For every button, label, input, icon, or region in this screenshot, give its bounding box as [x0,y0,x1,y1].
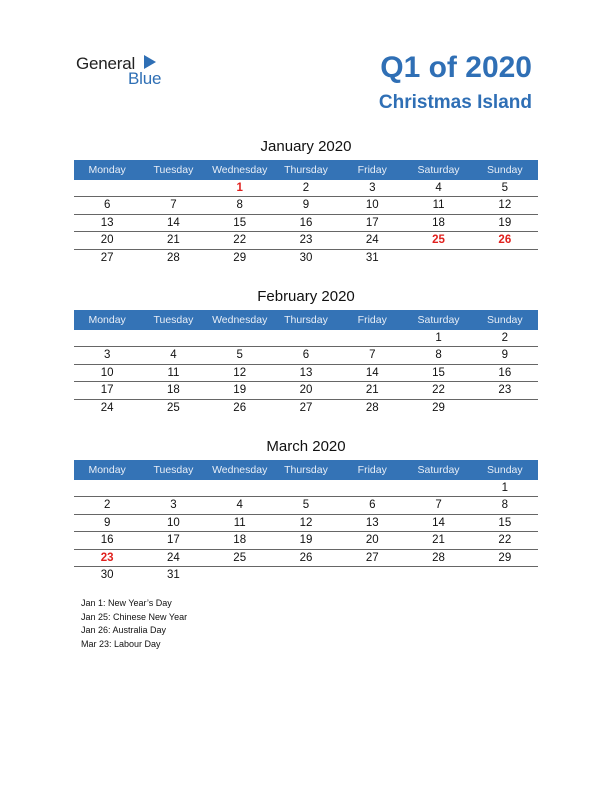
day-cell: 28 [432,551,445,564]
week-row [74,567,538,584]
weekday-label: Friday [357,314,387,326]
week-row [74,532,538,549]
day-cell: 19 [299,534,313,547]
day-cell: 1 [501,482,509,494]
weekday-label: Tuesday [153,314,194,326]
day-cell: 11 [167,366,180,379]
day-cell: 15 [498,516,512,529]
weekday-label: Sunday [487,164,523,176]
day-cell: 15 [233,216,247,229]
day-cell [273,330,339,346]
holiday-note: Mar 23: Labour Day [81,638,161,649]
day-cell: 24 [167,551,180,564]
weekday-label: Tuesday [153,164,194,176]
weekday-label: Thursday [284,464,328,476]
day-cell: 9 [501,349,509,362]
week-row [74,382,538,399]
day-cell: 9 [302,199,310,212]
weekday-label: Wednesday [212,464,268,476]
day-cell: 21 [365,384,379,397]
day-cell: 23 [299,234,313,247]
day-cell [74,330,140,346]
day-cell [405,567,471,584]
day-cell: 5 [302,499,310,512]
day-cell: 12 [233,366,247,379]
week-row [74,515,538,532]
day-cell: 8 [435,349,442,362]
day-cell [207,567,273,584]
day-cell: 29 [498,551,512,564]
day-cell: 13 [100,216,114,229]
day-cell: 15 [432,366,445,379]
day-cell: 22 [498,534,512,547]
day-cell: 2 [501,332,509,344]
day-cell: 4 [170,349,177,362]
day-cell: 7 [170,199,177,212]
generalblue-logo [76,54,176,88]
day-cell: 11 [432,199,445,212]
logo-text-general: General [76,54,136,73]
day-cell [74,480,140,496]
logo-flag-icon [144,55,156,69]
day-cell: 22 [233,234,247,247]
weekday-header [74,160,538,180]
day-cell: 14 [365,366,379,379]
day-cell: 13 [365,516,379,529]
day-cell: 21 [432,534,445,547]
weekday-header [74,310,538,330]
day-cell: 11 [233,516,246,529]
day-cell: 14 [167,216,180,229]
day-cell: 24 [365,234,379,247]
day-cell: 20 [100,234,114,247]
logo-text-blue: Blue [128,69,162,88]
day-cell: 25 [432,234,445,247]
day-cell [472,250,538,267]
day-cell: 30 [299,251,313,264]
holiday-notes [81,597,187,651]
day-cell: 23 [498,384,512,397]
month-title: March 2020 [266,438,346,455]
day-cell: 17 [100,384,114,397]
day-cell: 28 [167,251,180,264]
day-cell [273,567,339,584]
day-cell: 12 [299,516,313,529]
day-cell: 16 [498,366,512,379]
day-cell: 5 [236,349,243,362]
week-row [74,400,538,417]
day-cell [140,480,206,496]
weekday-label: Wednesday [212,314,268,326]
weekday-label: Friday [357,164,387,176]
day-cell [472,400,538,417]
day-cell: 25 [233,551,247,564]
weekday-label: Saturday [417,314,460,326]
day-cell: 6 [369,499,376,512]
day-cell [339,480,405,496]
day-cell: 22 [432,384,445,397]
day-cell: 13 [299,366,313,379]
day-cell: 6 [103,199,111,212]
day-cell [273,480,339,496]
day-cell: 28 [365,401,379,414]
week-row [74,330,538,347]
month-grid [74,480,538,584]
weekday-label: Saturday [417,464,460,476]
week-row [74,550,538,567]
day-cell: 12 [498,199,512,212]
day-cell: 10 [167,516,180,529]
day-cell: 16 [100,534,114,547]
holiday-note: Jan 26: Australia Day [81,625,167,635]
day-cell: 18 [432,216,445,229]
day-cell: 17 [167,534,180,547]
week-row [74,480,538,497]
day-cell: 2 [302,182,310,194]
day-cell: 6 [302,349,310,362]
day-cell [472,567,538,584]
day-cell: 18 [233,534,247,547]
day-cell: 8 [501,499,509,512]
weekday-label: Wednesday [212,164,268,176]
week-row [74,497,538,514]
week-row [74,250,538,267]
week-row [74,197,538,214]
day-cell: 4 [236,499,243,512]
month-title: February 2020 [257,288,355,305]
day-cell [74,180,140,196]
weekday-label: Monday [88,314,126,326]
day-cell: 26 [233,401,247,414]
page-subtitle: Christmas Island [378,92,532,113]
month-grid [74,180,538,267]
weekday-label: Tuesday [153,464,194,476]
day-cell: 1 [236,182,243,194]
holiday-note: Jan 25: Chinese New Year [81,611,188,622]
day-cell: 17 [365,216,379,229]
day-cell: 10 [365,199,379,212]
day-cell: 16 [299,216,313,229]
weekday-label: Saturday [417,164,460,176]
day-cell: 27 [365,551,379,564]
weekday-label: Thursday [284,164,328,176]
day-cell: 26 [299,551,313,564]
day-cell: 7 [369,349,376,362]
day-cell: 26 [498,234,512,247]
day-cell: 5 [501,182,509,194]
week-row [74,365,538,382]
week-row [74,347,538,364]
day-cell: 20 [365,534,379,547]
day-cell: 27 [299,401,313,414]
week-row [74,232,538,249]
day-cell: 10 [100,366,114,379]
day-cell [207,330,273,346]
day-cell: 19 [498,216,512,229]
day-cell: 20 [299,384,313,397]
day-cell: 3 [369,182,376,194]
day-cell [405,480,471,496]
day-cell: 21 [167,234,180,247]
day-cell: 3 [103,349,111,362]
weekday-label: Sunday [487,464,523,476]
day-cell: 1 [435,332,442,344]
day-cell: 19 [233,384,247,397]
day-cell: 23 [100,551,114,564]
day-cell: 9 [103,516,111,529]
holiday-note: Jan 1: New Year’s Day [81,598,172,608]
day-cell: 27 [100,251,114,264]
day-cell: 29 [432,401,445,414]
month-grid [74,330,538,417]
day-cell: 30 [100,568,114,581]
weekday-header [74,460,538,480]
week-row [74,180,538,197]
day-cell: 8 [236,199,243,212]
day-cell: 24 [100,401,114,414]
page-title: Q1 of 2020 [380,51,532,84]
week-row [74,215,538,232]
day-cell: 18 [167,384,180,397]
day-cell [339,567,405,584]
day-cell [405,250,471,267]
day-cell: 14 [432,516,445,529]
day-cell: 3 [170,499,177,512]
weekday-label: Friday [357,464,387,476]
day-cell: 7 [435,499,442,512]
day-cell: 31 [167,568,180,581]
weekday-label: Thursday [284,314,328,326]
day-cell [207,480,273,496]
month-january [74,137,538,267]
month-february [74,287,538,417]
weekday-label: Monday [88,164,126,176]
weekday-label: Monday [88,464,126,476]
day-cell [339,330,405,346]
day-cell: 31 [365,251,379,264]
weekday-label: Sunday [487,314,523,326]
day-cell: 2 [103,499,111,512]
month-title: January 2020 [260,138,352,155]
month-march [74,437,538,584]
day-cell [140,180,206,196]
day-cell [140,330,206,346]
day-cell: 4 [435,182,442,194]
day-cell: 25 [167,401,180,414]
day-cell: 29 [233,251,247,264]
